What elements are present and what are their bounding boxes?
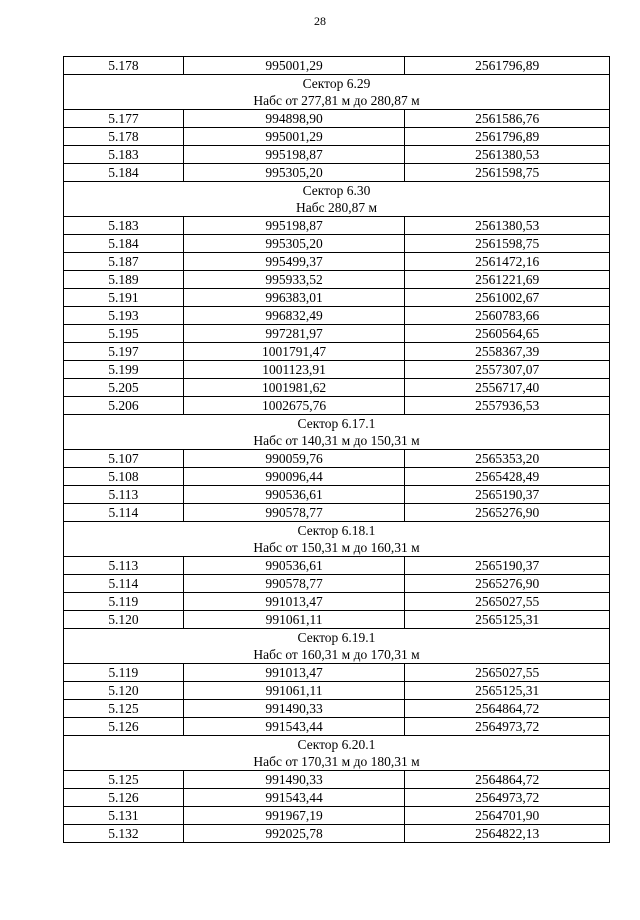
sector-height-range: Набс от 140,31 м до 150,31 м — [64, 432, 610, 450]
page-number: 28 — [314, 14, 326, 28]
x-coordinate-cell: 990578,77 — [183, 504, 405, 522]
table-row — [64, 379, 610, 397]
y-coordinate-cell: 2565353,20 — [405, 450, 610, 468]
x-coordinate-cell: 991013,47 — [183, 664, 405, 682]
point-number-cell: 5.132 — [64, 825, 184, 843]
point-number-cell: 5.189 — [64, 271, 184, 289]
table-row — [64, 397, 610, 415]
sector-title-row — [64, 75, 610, 93]
table-row — [64, 164, 610, 182]
y-coordinate-cell: 2560783,66 — [405, 307, 610, 325]
y-coordinate-cell: 2561380,53 — [405, 146, 610, 164]
x-coordinate-cell: 991490,33 — [183, 771, 405, 789]
point-number-cell: 5.125 — [64, 771, 184, 789]
point-number-cell: 5.183 — [64, 217, 184, 235]
table-row — [64, 235, 610, 253]
table-row — [64, 450, 610, 468]
sector-title: Сектор 6.29 — [64, 75, 610, 93]
x-coordinate-cell: 995305,20 — [183, 235, 405, 253]
point-number-cell: 5.107 — [64, 450, 184, 468]
coordinates-table-body — [64, 57, 610, 843]
sector-height-range-row — [64, 753, 610, 771]
x-coordinate-cell: 995198,87 — [183, 146, 405, 164]
y-coordinate-cell: 2561586,76 — [405, 110, 610, 128]
point-number-cell: 5.108 — [64, 468, 184, 486]
y-coordinate-cell: 2565027,55 — [405, 593, 610, 611]
x-coordinate-cell: 1002675,76 — [183, 397, 405, 415]
point-number-cell: 5.125 — [64, 700, 184, 718]
sector-height-range: Набс 280,87 м — [64, 199, 610, 217]
sector-height-range: Набс от 277,81 м до 280,87 м — [64, 92, 610, 110]
point-number-cell: 5.177 — [64, 110, 184, 128]
sector-title: Сектор 6.19.1 — [64, 629, 610, 647]
y-coordinate-cell: 2564864,72 — [405, 700, 610, 718]
x-coordinate-cell: 991013,47 — [183, 593, 405, 611]
sector-height-range-row — [64, 92, 610, 110]
x-coordinate-cell: 995001,29 — [183, 57, 405, 75]
y-coordinate-cell: 2561598,75 — [405, 164, 610, 182]
x-coordinate-cell: 995001,29 — [183, 128, 405, 146]
point-number-cell: 5.184 — [64, 235, 184, 253]
sector-height-range-row — [64, 539, 610, 557]
sector-height-range-row — [64, 646, 610, 664]
y-coordinate-cell: 2558367,39 — [405, 343, 610, 361]
x-coordinate-cell: 1001981,62 — [183, 379, 405, 397]
table-row — [64, 771, 610, 789]
point-number-cell: 5.126 — [64, 718, 184, 736]
y-coordinate-cell: 2557936,53 — [405, 397, 610, 415]
y-coordinate-cell: 2561796,89 — [405, 57, 610, 75]
sector-title-row — [64, 522, 610, 540]
y-coordinate-cell: 2561002,67 — [405, 289, 610, 307]
table-row — [64, 271, 610, 289]
sector-height-range: Набс от 160,31 м до 170,31 м — [64, 646, 610, 664]
y-coordinate-cell: 2560564,65 — [405, 325, 610, 343]
table-row — [64, 807, 610, 825]
point-number-cell: 5.119 — [64, 593, 184, 611]
sector-title: Сектор 6.17.1 — [64, 415, 610, 433]
y-coordinate-cell: 2561598,75 — [405, 235, 610, 253]
point-number-cell: 5.113 — [64, 557, 184, 575]
table-row — [64, 575, 610, 593]
x-coordinate-cell: 991061,11 — [183, 682, 405, 700]
sector-title-row — [64, 629, 610, 647]
x-coordinate-cell: 991967,19 — [183, 807, 405, 825]
sector-title: Сектор 6.18.1 — [64, 522, 610, 540]
point-number-cell: 5.114 — [64, 504, 184, 522]
point-number-cell: 5.131 — [64, 807, 184, 825]
x-coordinate-cell: 995198,87 — [183, 217, 405, 235]
x-coordinate-cell: 996832,49 — [183, 307, 405, 325]
point-number-cell: 5.187 — [64, 253, 184, 271]
table-row — [64, 700, 610, 718]
x-coordinate-cell: 991061,11 — [183, 611, 405, 629]
x-coordinate-cell: 995933,52 — [183, 271, 405, 289]
y-coordinate-cell: 2565125,31 — [405, 682, 610, 700]
point-number-cell: 5.114 — [64, 575, 184, 593]
point-number-cell: 5.113 — [64, 486, 184, 504]
y-coordinate-cell: 2564701,90 — [405, 807, 610, 825]
x-coordinate-cell: 1001791,47 — [183, 343, 405, 361]
point-number-cell: 5.126 — [64, 789, 184, 807]
x-coordinate-cell: 995499,37 — [183, 253, 405, 271]
sector-title-row — [64, 415, 610, 433]
y-coordinate-cell: 2561796,89 — [405, 128, 610, 146]
table-row — [64, 682, 610, 700]
y-coordinate-cell: 2557307,07 — [405, 361, 610, 379]
x-coordinate-cell: 991543,44 — [183, 789, 405, 807]
table-row — [64, 593, 610, 611]
y-coordinate-cell: 2564864,72 — [405, 771, 610, 789]
y-coordinate-cell: 2565027,55 — [405, 664, 610, 682]
y-coordinate-cell: 2564973,72 — [405, 718, 610, 736]
table-row — [64, 128, 610, 146]
table-row — [64, 486, 610, 504]
point-number-cell: 5.120 — [64, 611, 184, 629]
sector-height-range-row — [64, 432, 610, 450]
table-row — [64, 825, 610, 843]
coordinates-table — [63, 56, 610, 843]
table-row — [64, 110, 610, 128]
table-row — [64, 504, 610, 522]
point-number-cell: 5.195 — [64, 325, 184, 343]
table-row — [64, 253, 610, 271]
x-coordinate-cell: 997281,97 — [183, 325, 405, 343]
sector-title: Сектор 6.30 — [64, 182, 610, 200]
y-coordinate-cell: 2561221,69 — [405, 271, 610, 289]
y-coordinate-cell: 2561472,16 — [405, 253, 610, 271]
x-coordinate-cell: 994898,90 — [183, 110, 405, 128]
table-row — [64, 718, 610, 736]
point-number-cell: 5.183 — [64, 146, 184, 164]
sector-title: Сектор 6.20.1 — [64, 736, 610, 754]
x-coordinate-cell: 991543,44 — [183, 718, 405, 736]
table-row — [64, 307, 610, 325]
y-coordinate-cell: 2565276,90 — [405, 504, 610, 522]
point-number-cell: 5.178 — [64, 57, 184, 75]
x-coordinate-cell: 990059,76 — [183, 450, 405, 468]
table-row — [64, 289, 610, 307]
point-number-cell: 5.193 — [64, 307, 184, 325]
sector-title-row — [64, 736, 610, 754]
sector-height-range: Набс от 170,31 м до 180,31 м — [64, 753, 610, 771]
x-coordinate-cell: 1001123,91 — [183, 361, 405, 379]
table-row — [64, 217, 610, 235]
y-coordinate-cell: 2565190,37 — [405, 486, 610, 504]
table-row — [64, 343, 610, 361]
point-number-cell: 5.119 — [64, 664, 184, 682]
y-coordinate-cell: 2565190,37 — [405, 557, 610, 575]
y-coordinate-cell: 2564822,13 — [405, 825, 610, 843]
table-row — [64, 664, 610, 682]
table-row — [64, 361, 610, 379]
sector-height-range: Набс от 150,31 м до 160,31 м — [64, 539, 610, 557]
sector-height-range-row — [64, 199, 610, 217]
table-row — [64, 57, 610, 75]
point-number-cell: 5.191 — [64, 289, 184, 307]
point-number-cell: 5.120 — [64, 682, 184, 700]
table-row — [64, 789, 610, 807]
x-coordinate-cell: 996383,01 — [183, 289, 405, 307]
point-number-cell: 5.205 — [64, 379, 184, 397]
table-row — [64, 611, 610, 629]
point-number-cell: 5.206 — [64, 397, 184, 415]
y-coordinate-cell: 2565276,90 — [405, 575, 610, 593]
table-row — [64, 325, 610, 343]
point-number-cell: 5.197 — [64, 343, 184, 361]
point-number-cell: 5.184 — [64, 164, 184, 182]
table-row — [64, 557, 610, 575]
y-coordinate-cell: 2564973,72 — [405, 789, 610, 807]
x-coordinate-cell: 990578,77 — [183, 575, 405, 593]
x-coordinate-cell: 990536,61 — [183, 557, 405, 575]
y-coordinate-cell: 2561380,53 — [405, 217, 610, 235]
x-coordinate-cell: 995305,20 — [183, 164, 405, 182]
x-coordinate-cell: 990536,61 — [183, 486, 405, 504]
y-coordinate-cell: 2565125,31 — [405, 611, 610, 629]
x-coordinate-cell: 990096,44 — [183, 468, 405, 486]
x-coordinate-cell: 992025,78 — [183, 825, 405, 843]
point-number-cell: 5.199 — [64, 361, 184, 379]
table-row — [64, 468, 610, 486]
y-coordinate-cell: 2556717,40 — [405, 379, 610, 397]
y-coordinate-cell: 2565428,49 — [405, 468, 610, 486]
x-coordinate-cell: 991490,33 — [183, 700, 405, 718]
sector-title-row — [64, 182, 610, 200]
table-row — [64, 146, 610, 164]
point-number-cell: 5.178 — [64, 128, 184, 146]
